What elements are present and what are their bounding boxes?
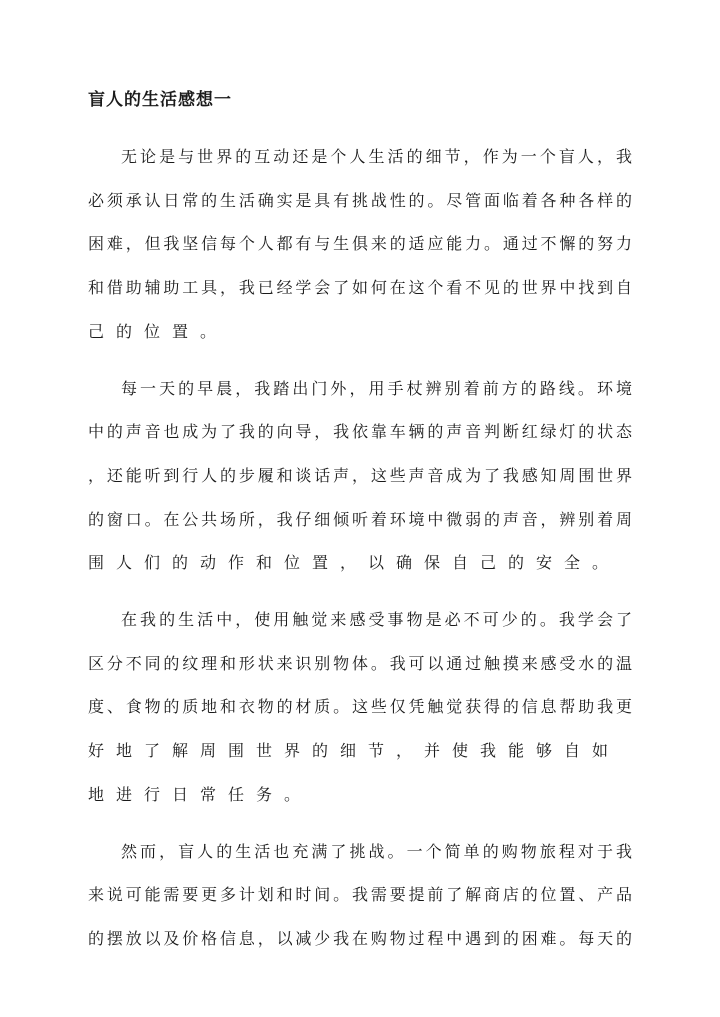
text-line: 的摆放以及价格信息，以减少我在购物过程中遇到的困难。每天的 [88, 928, 632, 948]
document-page [88, 78, 632, 961]
text-line: 围人们的动作和位置，以确保自己的安全。 [88, 553, 621, 573]
text-line: 每一天的早晨，我踏出门外，用手杖辨别着前方的路线。环境 [121, 378, 632, 398]
paragraph [88, 830, 632, 961]
text-line: 度、食物的质地和衣物的材质。这些仅凭触觉获得的信息帮助我更 [88, 697, 632, 717]
document-body [88, 135, 632, 961]
document-title: 盲人的生活感想一 [88, 90, 232, 110]
paragraph [88, 135, 632, 354]
text-line: 来说可能需要更多计划和时间。我需要提前了解商店的位置、产品 [88, 885, 632, 905]
text-line: 好地了解周围世界的细节，并使我能够自如地进行日常任务。 [88, 741, 621, 804]
text-line: 和借助辅助工具，我已经学会了如何在这个看不见的世界中找到自 [88, 278, 632, 298]
text-line: 在我的生活中，使用触觉来感受事物是必不可少的。我学会了 [121, 610, 632, 630]
text-line: 己的位置。 [88, 321, 229, 341]
text-line: ，还能听到行人的步履和谈话声，这些声音成为了我感知周围世界 [88, 465, 632, 485]
text-line: 区分不同的纹理和形状来识别物体。我可以通过触摸来感受水的温 [88, 653, 632, 673]
text-line: 然而，盲人的生活也充满了挑战。一个简单的购物旅程对于我 [121, 841, 632, 861]
text-line: 中的声音也成为了我的向导，我依靠车辆的声音判断红绿灯的状态 [88, 422, 632, 442]
paragraph [88, 598, 632, 817]
text-line: 必须承认日常的生活确实是具有挑战性的。尽管面临着各种各样的 [88, 190, 632, 210]
text-line: 困难，但我坚信每个人都有与生俱来的适应能力。通过不懈的努力 [88, 234, 632, 254]
text-line: 的窗口。在公共场所，我仔细倾听着环境中微弱的声音，辨别着周 [88, 509, 632, 529]
paragraph [88, 367, 632, 586]
text-line: 无论是与世界的互动还是个人生活的细节，作为一个盲人，我 [121, 147, 632, 166]
